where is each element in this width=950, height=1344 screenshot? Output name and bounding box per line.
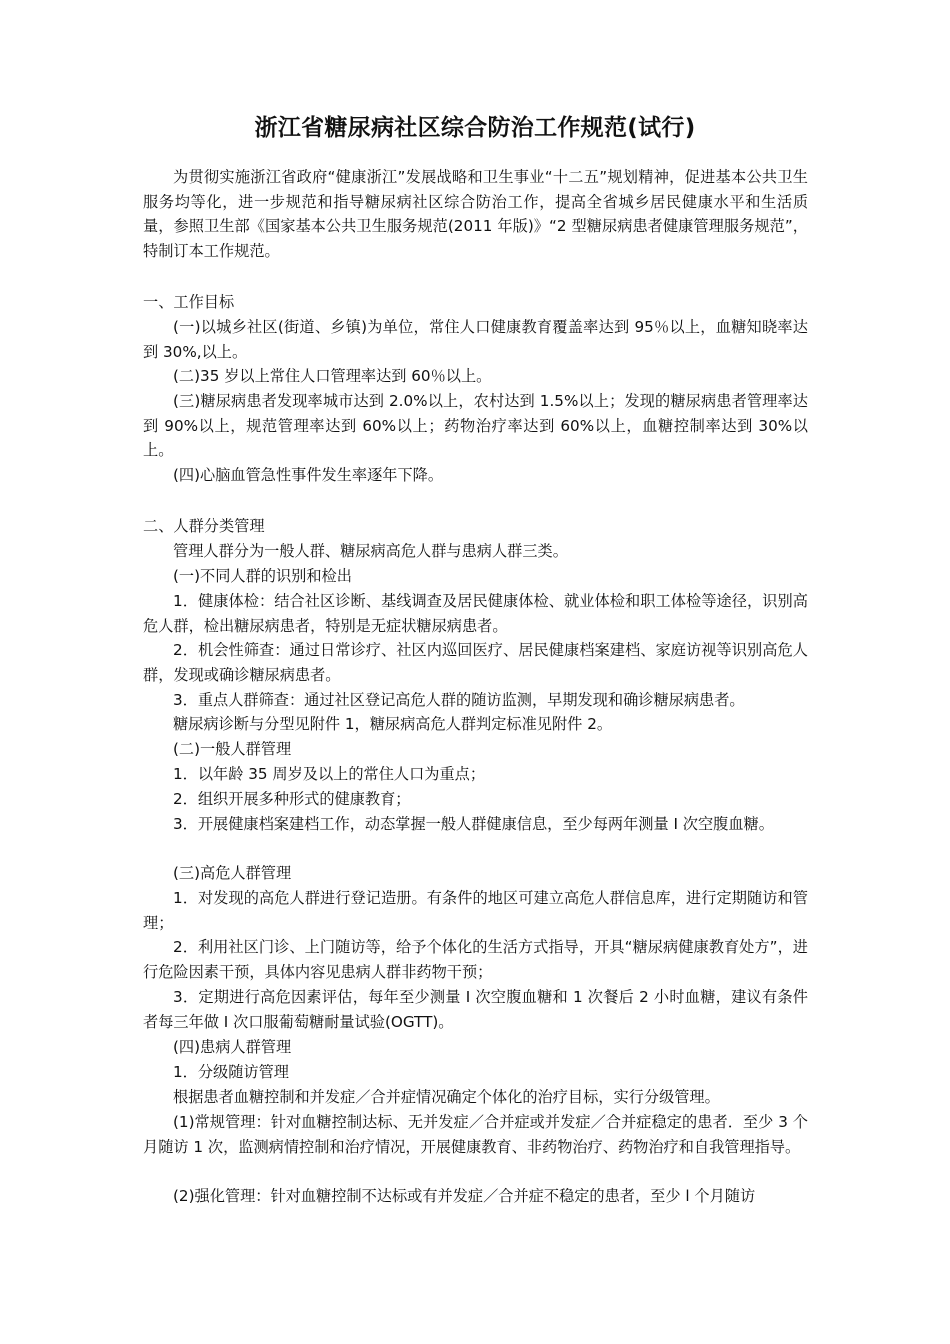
subsection1-item-2: 2．机会性筛查：通过日常诊疗、社区内巡回医疗、居民健康档案建档、家庭访视等识别高危人群，发现或确诊糖尿病患者。: [143, 641, 808, 684]
subsection2-heading: (二)一般人群管理: [173, 740, 292, 758]
section2-intro: 管理人群分为一般人群、糖尿病高危人群与患病人群三类。: [173, 542, 568, 560]
subsection1-heading: (一)不同人群的识别和检出: [173, 567, 352, 585]
management-level-intensive: (2)强化管理：针对血糖控制不达标或有并发症／合并症不稳定的患者，至少 l 个月随访: [173, 1187, 756, 1205]
subsection2-item-3: 3．开展健康档案建档工作，动态掌握一般人群健康信息，至少每两年测量 I 次空腹血糖。: [173, 815, 774, 833]
section1-item-1: (一)以城乡社区(街道、乡镇)为单位，常住人口健康教育覆盖率达到 95％以上，血糖知晓率达到 30%,以上。: [143, 318, 808, 361]
subsection1-item-1: 1．健康体检：结合社区诊断、基线调查及居民健康体检、就业体检和职工体检等途径，识别高危人群，检出糖尿病患者，特别是无症状糖尿病患者。: [143, 592, 808, 635]
subsection3-item-3: 3．定期进行高危因素评估，每年至少测量 I 次空腹血糖和 1 次餐后 2 小时血糖，建议有条件者每三年做 I 次口服葡萄糖耐量试验(OGTT)。: [143, 988, 808, 1031]
document-title: 浙江省糖尿病社区综合防治工作规范(试行): [254, 115, 696, 141]
subsection1-note: 糖尿病诊断与分型见附件 1，糖尿病高危人群判定标准见附件 2。: [173, 715, 613, 733]
section1-heading: 一、工作目标: [143, 293, 235, 311]
subsection2-item-1: 1．以年龄 35 周岁及以上的常住人口为重点；: [173, 765, 486, 783]
subsection3-heading: (三)高危人群管理: [173, 864, 292, 882]
section1-item-2: (二)35 岁以上常住人口管理率达到 60％以上。: [173, 367, 492, 385]
subsection2-item-2: 2．组织开展多种形式的健康教育；: [173, 790, 411, 808]
subsection1-item-3: 3．重点人群筛查：通过社区登记高危人群的随访监测，早期发现和确诊糖尿病患者。: [173, 691, 745, 709]
section1-item-3: (三)糖尿病患者发现率城市达到 2.0%以上，农村达到 1.5%以上；发现的糖尿病患者管理率达到 90%以上，规范管理率达到 60%以上；药物治疗率达到 60%以上，血糖控制率达到 30%以上。: [143, 392, 808, 459]
section1-item-4: (四)心脑血管急性事件发生率逐年下降。: [173, 466, 444, 484]
subsection4-item-1-intro: 根据患者血糖控制和并发症／合并症情况确定个体化的治疗目标，实行分级管理。: [173, 1088, 720, 1106]
subsection3-item-2: 2．利用社区门诊、上门随访等，给予个体化的生活方式指导，开具“糖尿病健康教育处方”，进行危险因素干预，具体内容见患病人群非药物干预；: [143, 938, 808, 981]
management-level-routine: (1)常规管理：针对血糖控制达标、无并发症／合并症或并发症／合并症稳定的患者．至少 3 个月随访 1 次，监测病情控制和治疗情况，开展健康教育、非药物治疗、药物治疗和自我管理指导。: [143, 1113, 808, 1156]
subsection3-item-1: 1．对发现的高危人群进行登记造册。有条件的地区可建立高危人群信息库，进行定期随访和管理；: [143, 889, 808, 932]
section2-heading: 二、人群分类管理: [143, 517, 265, 535]
intro-paragraph: 为贯彻实施浙江省政府“健康浙江”发展战略和卫生事业“十二五”规划精神，促进基本公共卫生服务均等化，进一步规范和指导糖尿病社区综合防治工作，提高全省城乡居民健康水平和生活质量，参照卫生部《国家基本公共卫生服务规范(2011 年版)》“2 型糖尿病患者健康管理服务规范”，特制订本工作规范。: [143, 168, 808, 260]
subsection4-item-1-heading: 1．分级随访管理: [173, 1063, 289, 1081]
subsection4-heading: (四)患病人群管理: [173, 1038, 292, 1056]
